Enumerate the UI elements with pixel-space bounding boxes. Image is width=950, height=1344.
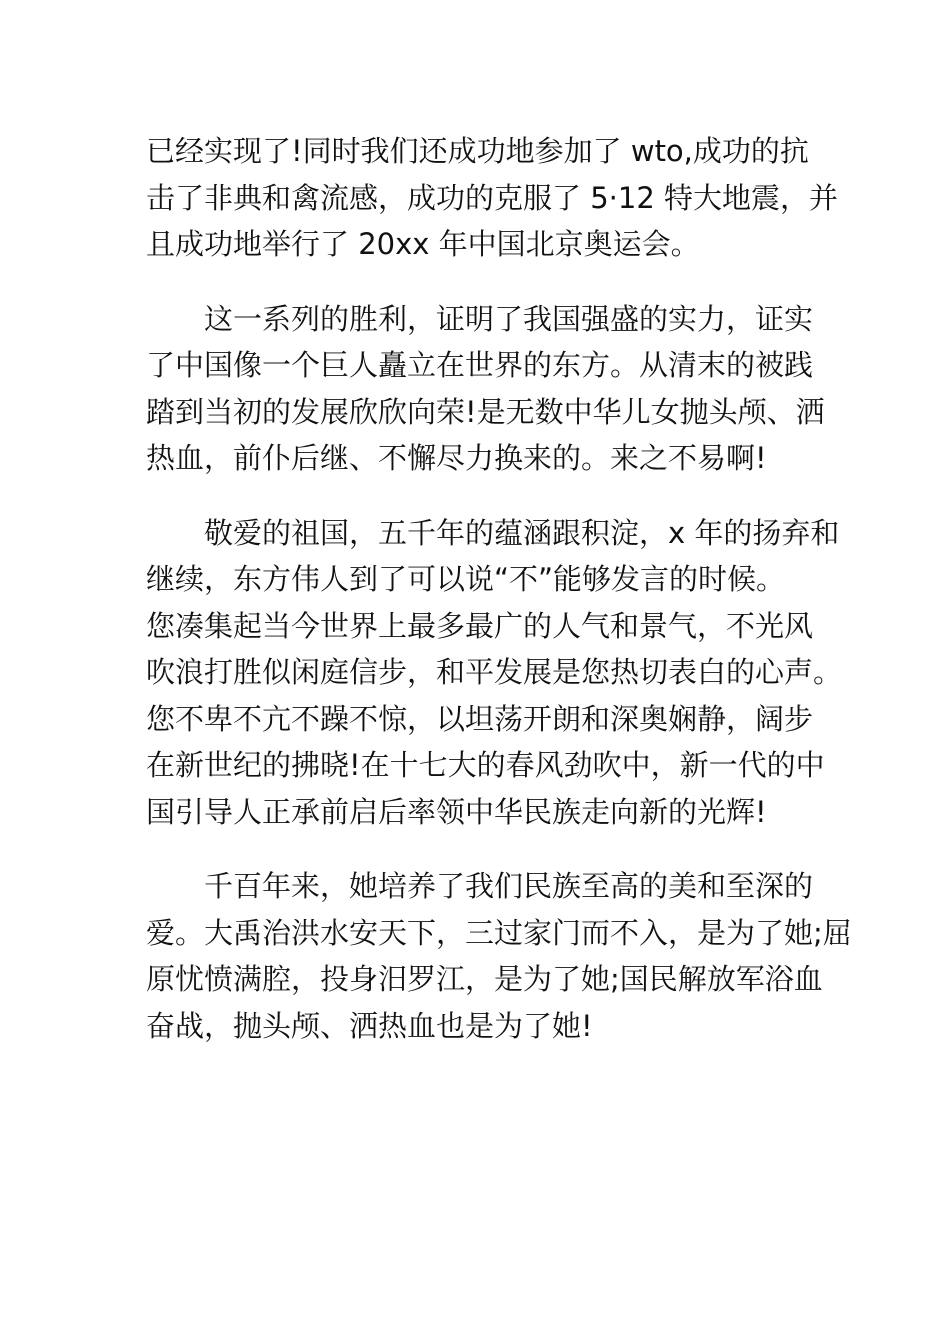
paragraph-4 <box>146 863 852 1049</box>
paragraph-2 <box>146 296 826 482</box>
text-line: 国引导人正承前启后率领中华民族走向新的光辉! <box>146 794 767 829</box>
text-line: 在新世纪的拂晓!在十七大的春风劲吹中，新一代的中 <box>146 748 825 782</box>
text-line: 且成功地举行了 20xx 年中国北京奥运会。 <box>146 227 700 261</box>
text-line: 千百年来，她培养了我们民族至高的美和至深的 <box>204 869 814 903</box>
text-line: 原忧愤满腔，投身汨罗江，是为了她;国民解放军浴血 <box>146 962 823 996</box>
text-line: 已经实现了!同时我们还成功地参加了 wto,成功的抗 <box>146 134 809 168</box>
text-line: 踏到当初的发展欣欣向荣!是无数中华儿女抛头颅、洒 <box>146 394 825 429</box>
document-body <box>146 128 852 1077</box>
text-line: 吹浪打胜似闲庭信步，和平发展是您热切表白的心声。 <box>146 655 843 689</box>
paragraph-1 <box>146 128 839 268</box>
paragraph-3 <box>146 510 843 836</box>
text-line: 您凑集起当今世界上最多最广的人气和景气，不光风 <box>146 608 814 643</box>
text-line: 奋战，抛头颅、洒热血也是为了她! <box>146 1008 593 1043</box>
text-line: 继续，东方伟人到了可以说“不”能够发言的时候。 <box>146 562 786 596</box>
text-line: 了中国像一个巨人矗立在世界的东方。从清末的被践 <box>146 348 814 382</box>
text-line: 击了非典和禽流感，成功的克服了 5·12 特大地震，并 <box>146 180 839 215</box>
text-line: 敬爱的祖国，五千年的蕴涵跟积淀，x 年的扬弃和 <box>204 515 840 550</box>
text-line: 热血，前仆后继、不懈尽力换来的。来之不易啊! <box>146 441 767 475</box>
text-line: 爱。大禹治洪水安天下，三过家门而不入，是为了她;屈 <box>146 915 852 950</box>
text-line: 这一系列的胜利，证明了我国强盛的实力，证实 <box>204 301 814 336</box>
text-line: 您不卑不亢不躁不惊，以坦荡开朗和深奥娴静，阔步 <box>146 701 814 736</box>
